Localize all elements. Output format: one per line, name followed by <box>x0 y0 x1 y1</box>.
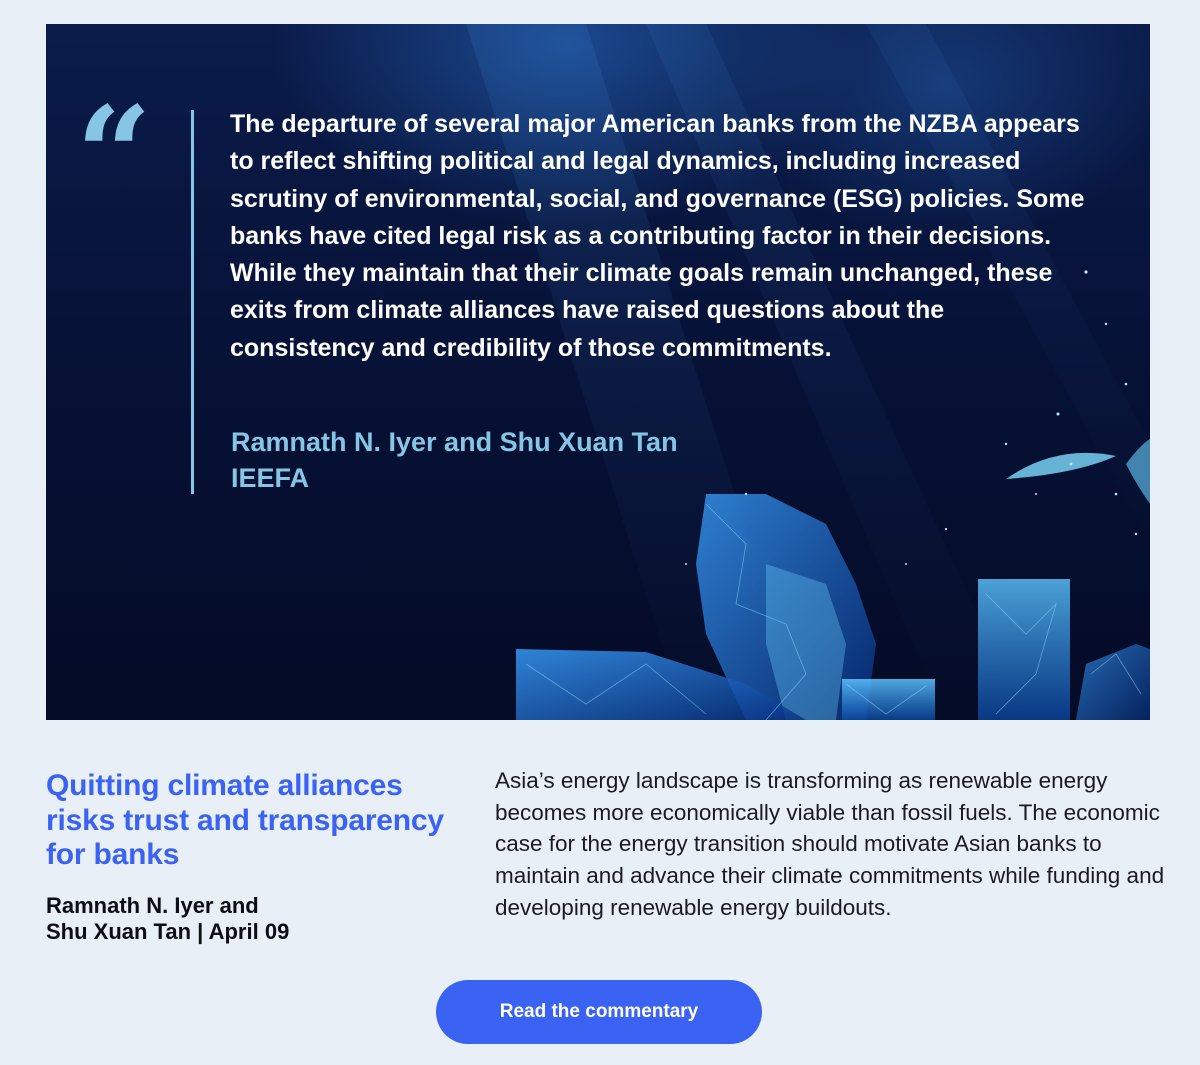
pull-quote-text: The departure of several major American banks from the NZBA appears to reflect shifting political and legal dynamics, including increased scrutiny of environmental, social, and governance (ESG) policies. Some banks have cited legal risk as a contributing factor in their decisions. While they maintain that their climate goals remain unchanged, these exits from climate alliances have raised questions about the consistency and credibility of those commitments. <box>230 110 1085 362</box>
quote-attribution-org: IEEFA <box>231 463 310 493</box>
hero-quote-image <box>46 24 1150 720</box>
quote-attribution-name: Ramnath N. Iyer and Shu Xuan Tan <box>231 427 678 457</box>
quote-rule-divider <box>191 110 194 494</box>
byline-authors-line-1: Ramnath N. Iyer and <box>46 893 259 918</box>
byline-authors-date-line-2: Shu Xuan Tan | April 09 <box>46 919 290 944</box>
article-summary: Asia’s energy landscape is transforming as renewable energy becomes more economically viable than fossil fuels. The economic case for the energy transition should motivate Asian banks to maintain and advance their climate commitments while funding and developing renewable energy buildouts. <box>495 768 1165 920</box>
quote-attribution <box>231 424 678 496</box>
article-byline <box>46 893 466 945</box>
left-double-quotation-icon: “ <box>76 78 152 233</box>
read-commentary-button[interactable]: Read the commentary <box>436 980 762 1044</box>
article-title-link[interactable]: Quitting climate alliances risks trust and transparency for banks <box>46 769 444 871</box>
